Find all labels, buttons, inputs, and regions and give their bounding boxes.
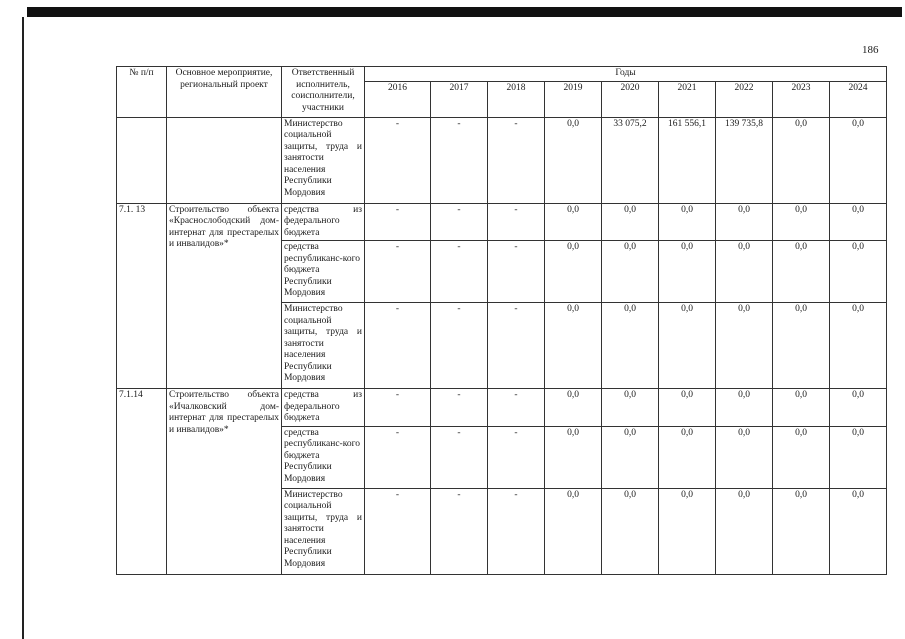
row-event: Строительство объекта «Краснослободский дом-интернат для престарелых и инвалидов»*: [167, 203, 282, 389]
value-cell: 0,0: [773, 241, 830, 303]
year-header: 2016: [365, 81, 431, 117]
year-header: 2024: [830, 81, 887, 117]
year-header: 2023: [773, 81, 830, 117]
row-responsible: Министерство социальной защиты, труда и занятости населения Республики Мордовия: [282, 488, 365, 574]
value-cell: 0,0: [545, 488, 602, 574]
header-years: Годы: [365, 67, 887, 82]
header-num: № п/п: [117, 67, 167, 118]
year-header: 2020: [602, 81, 659, 117]
value-cell: 0,0: [602, 241, 659, 303]
value-cell: 0,0: [659, 488, 716, 574]
value-cell: 0,0: [773, 117, 830, 203]
value-cell: -: [488, 426, 545, 488]
value-cell: 0,0: [830, 241, 887, 303]
value-cell: 0,0: [545, 389, 602, 427]
value-cell: 0,0: [545, 426, 602, 488]
value-cell: 33 075,2: [602, 117, 659, 203]
value-cell: -: [488, 303, 545, 389]
value-cell: 0,0: [716, 426, 773, 488]
value-cell: -: [365, 488, 431, 574]
row-event: Строительство объекта «Ичалковский дом-интернат для престарелых и инвалидов»*: [167, 389, 282, 575]
value-cell: -: [365, 389, 431, 427]
value-cell: 0,0: [773, 303, 830, 389]
row-num: 7.1.14: [117, 389, 167, 575]
value-cell: 0,0: [830, 389, 887, 427]
value-cell: -: [365, 426, 431, 488]
value-cell: -: [431, 117, 488, 203]
value-cell: 0,0: [716, 241, 773, 303]
value-cell: -: [488, 389, 545, 427]
year-header: 2017: [431, 81, 488, 117]
value-cell: 0,0: [830, 203, 887, 241]
value-cell: 0,0: [659, 426, 716, 488]
year-header: 2018: [488, 81, 545, 117]
value-cell: 0,0: [545, 117, 602, 203]
year-header: 2021: [659, 81, 716, 117]
year-header: 2022: [716, 81, 773, 117]
value-cell: 0,0: [602, 426, 659, 488]
value-cell: -: [488, 203, 545, 241]
value-cell: 0,0: [659, 389, 716, 427]
value-cell: 0,0: [659, 203, 716, 241]
row-num: 7.1. 13: [117, 203, 167, 389]
value-cell: 0,0: [830, 426, 887, 488]
value-cell: -: [431, 303, 488, 389]
value-cell: 0,0: [602, 203, 659, 241]
row-responsible: средства республиканс-кого бюджета Республики Мордовия: [282, 241, 365, 303]
scan-top-border: [27, 7, 902, 17]
row-num: [117, 117, 167, 203]
value-cell: 0,0: [545, 203, 602, 241]
row-responsible: средства из федерального бюджета: [282, 389, 365, 427]
value-cell: 0,0: [830, 117, 887, 203]
value-cell: 0,0: [773, 389, 830, 427]
value-cell: 0,0: [773, 488, 830, 574]
value-cell: 0,0: [602, 303, 659, 389]
table-row: [117, 117, 887, 203]
value-cell: 0,0: [659, 241, 716, 303]
value-cell: 0,0: [545, 241, 602, 303]
value-cell: 0,0: [830, 303, 887, 389]
value-cell: 0,0: [773, 203, 830, 241]
value-cell: 0,0: [659, 303, 716, 389]
value-cell: -: [431, 203, 488, 241]
table-row: [117, 203, 887, 241]
value-cell: 0,0: [716, 303, 773, 389]
value-cell: 0,0: [602, 389, 659, 427]
value-cell: 0,0: [716, 203, 773, 241]
value-cell: 0,0: [716, 488, 773, 574]
value-cell: -: [488, 117, 545, 203]
row-responsible: Министерство социальной защиты, труда и занятости населения Республики Мордовия: [282, 117, 365, 203]
value-cell: -: [431, 488, 488, 574]
header-responsible: Ответственный исполнитель, соисполнители, участники: [282, 67, 365, 118]
value-cell: -: [365, 203, 431, 241]
value-cell: -: [365, 117, 431, 203]
value-cell: -: [365, 303, 431, 389]
value-cell: 139 735,8: [716, 117, 773, 203]
value-cell: -: [431, 389, 488, 427]
row-responsible: Министерство социальной защиты, труда и занятости населения Республики Мордовия: [282, 303, 365, 389]
table-row: [117, 389, 887, 427]
header-event: Основное мероприятие, региональный проект: [167, 67, 282, 118]
row-responsible: средства из федерального бюджета: [282, 203, 365, 241]
budget-table: [116, 66, 887, 575]
value-cell: -: [488, 488, 545, 574]
value-cell: 0,0: [602, 488, 659, 574]
row-responsible: средства республиканс-кого бюджета Республики Мордовия: [282, 426, 365, 488]
scan-left-edge: [22, 17, 24, 639]
value-cell: 0,0: [830, 488, 887, 574]
page-number: 186: [862, 44, 879, 56]
value-cell: 0,0: [545, 303, 602, 389]
value-cell: 0,0: [716, 389, 773, 427]
value-cell: -: [431, 426, 488, 488]
year-header: 2019: [545, 81, 602, 117]
value-cell: -: [488, 241, 545, 303]
value-cell: -: [365, 241, 431, 303]
value-cell: 161 556,1: [659, 117, 716, 203]
value-cell: 0,0: [773, 426, 830, 488]
value-cell: -: [431, 241, 488, 303]
row-event: [167, 117, 282, 203]
